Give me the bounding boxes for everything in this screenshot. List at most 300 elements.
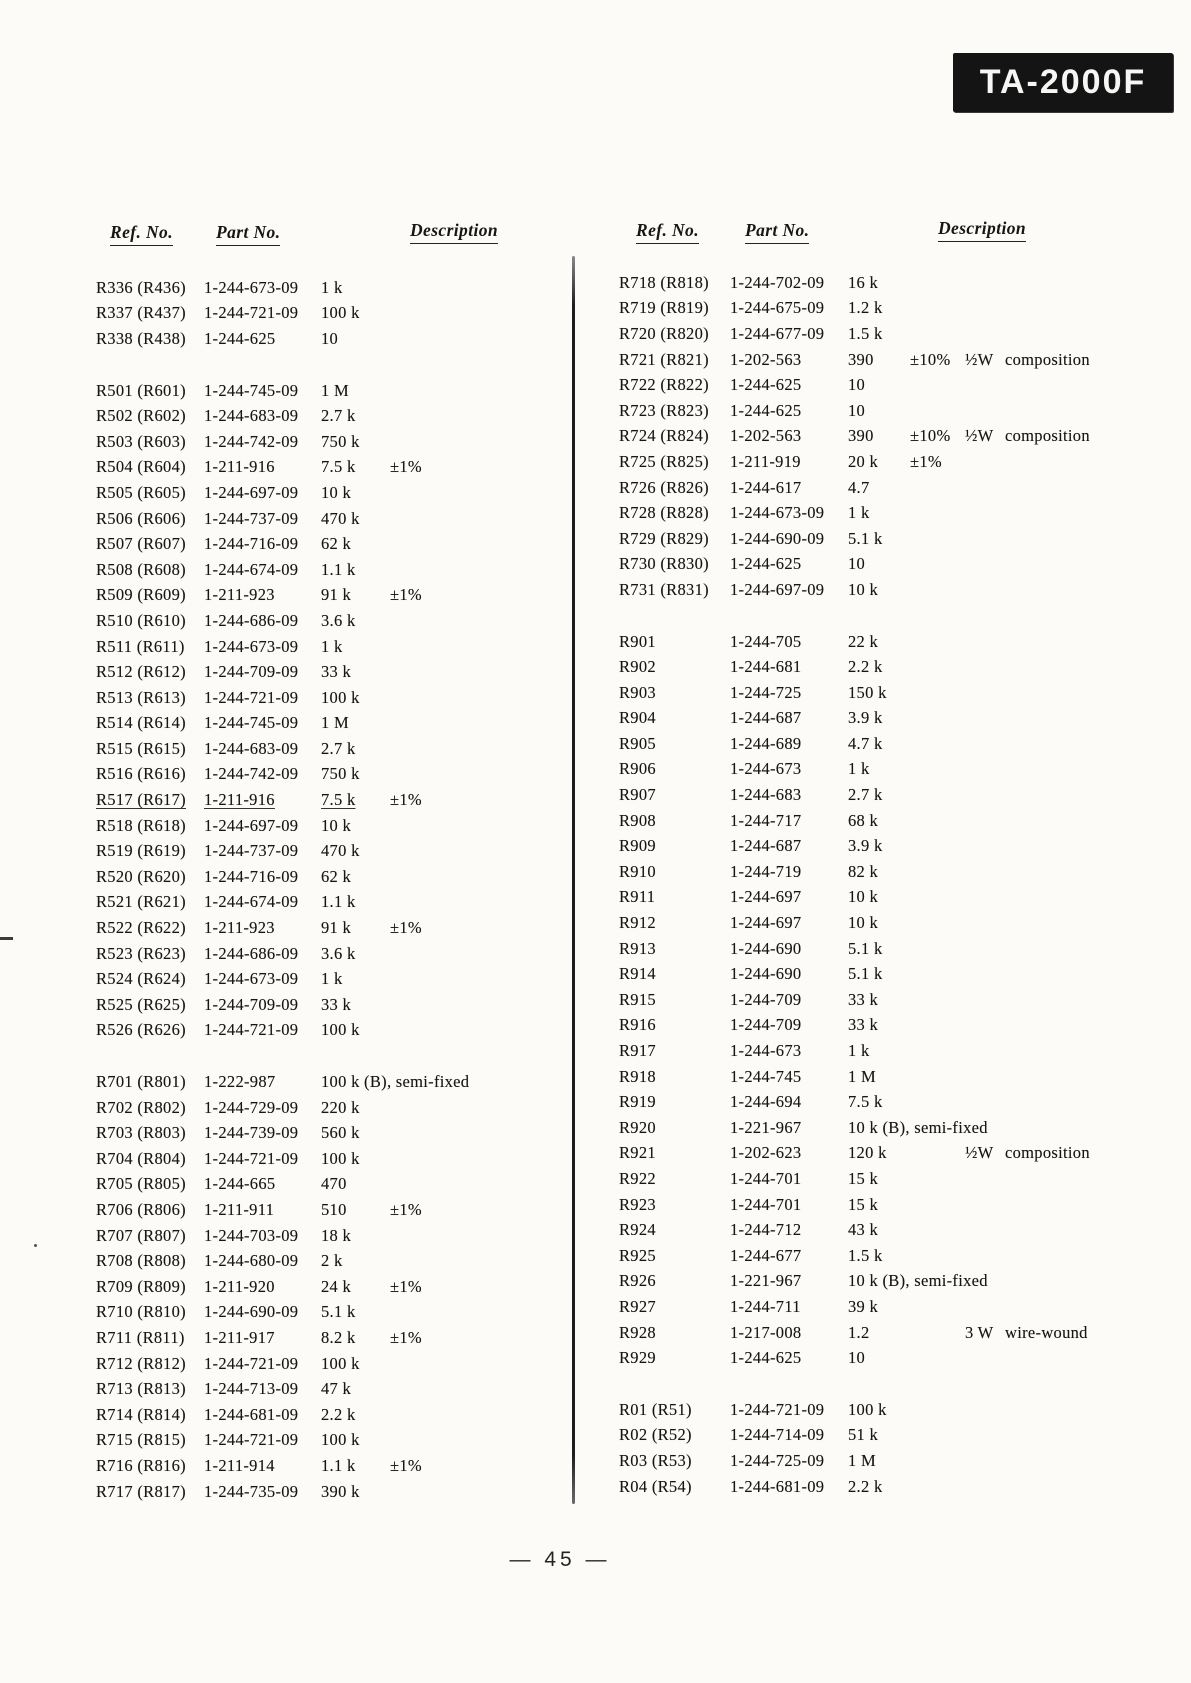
left-ref-no-header: Ref. No. <box>110 222 173 246</box>
value-cell: 2.2 k <box>321 1404 356 1424</box>
group-spacer <box>96 1043 566 1069</box>
value-cell: 100 k <box>321 687 360 707</box>
ref-no-cell: R928 <box>619 1322 656 1342</box>
ref-no-cell: R924 <box>619 1220 656 1240</box>
ref-no-cell: R338 (R438) <box>96 328 186 348</box>
value-cell: 1.1 k <box>321 1455 356 1475</box>
part-no-cell: 1-244-686-09 <box>204 943 299 963</box>
ref-no-cell: R901 <box>619 631 656 651</box>
table-row <box>96 659 566 685</box>
part-no-cell: 1-211-914 <box>204 1455 275 1475</box>
ref-no-cell: R523 (R623) <box>96 943 186 963</box>
table-row <box>96 1479 566 1505</box>
ref-no-cell: R713 (R813) <box>96 1379 186 1399</box>
part-no-cell: 1-244-712 <box>730 1220 802 1240</box>
value-cell: 33 k <box>321 994 352 1014</box>
part-no-cell: 1-244-745-09 <box>204 713 299 733</box>
table-row <box>619 808 1179 834</box>
table-row <box>619 1141 1179 1167</box>
value-cell: 560 k <box>321 1123 360 1143</box>
tolerance-cell: ±1% <box>910 451 942 471</box>
value-cell: 100 k <box>321 1430 360 1450</box>
table-row <box>96 583 566 609</box>
value-cell: 15 k <box>848 1194 879 1214</box>
ref-no-cell: R520 (R620) <box>96 866 186 886</box>
value-cell: 10 k <box>848 913 879 933</box>
ref-no-cell: R706 (R806) <box>96 1199 186 1219</box>
part-no-cell: 1-244-709-09 <box>204 662 299 682</box>
ref-no-cell: R509 (R609) <box>96 585 186 605</box>
value-cell: 2.7 k <box>321 738 356 758</box>
ref-no-cell: R03 (R53) <box>619 1450 692 1470</box>
ref-no-cell: R516 (R616) <box>96 764 186 784</box>
part-no-cell: 1-244-673-09 <box>204 636 299 656</box>
ref-no-cell: R526 (R626) <box>96 1020 186 1040</box>
value-cell: 22 k <box>848 631 879 651</box>
ref-no-cell: R904 <box>619 708 656 728</box>
table-row <box>96 685 566 711</box>
part-no-cell: 1-244-725-09 <box>730 1450 825 1470</box>
ref-no-cell: R702 (R802) <box>96 1097 186 1117</box>
table-row <box>619 961 1179 987</box>
table-row <box>96 1248 566 1274</box>
table-row <box>619 680 1179 706</box>
ref-no-cell: R524 (R624) <box>96 969 186 989</box>
ref-no-cell: R337 (R437) <box>96 303 186 323</box>
ref-no-cell: R512 (R612) <box>96 662 186 682</box>
value-cell: 51 k <box>848 1425 879 1445</box>
value-cell: 16 k <box>848 272 879 292</box>
part-no-cell: 1-244-714-09 <box>730 1425 825 1445</box>
value-cell: 1.1 k <box>321 892 356 912</box>
value-cell: 2 k <box>321 1251 343 1271</box>
value-cell: 10 <box>848 375 866 395</box>
ref-no-cell: R923 <box>619 1194 656 1214</box>
ref-no-cell: R710 (R810) <box>96 1302 186 1322</box>
model-badge <box>953 53 1173 112</box>
part-no-cell: 1-202-563 <box>730 426 802 446</box>
part-no-cell: 1-244-673-09 <box>204 969 299 989</box>
ref-no-cell: R903 <box>619 682 656 702</box>
part-no-cell: 1-244-625 <box>730 554 802 574</box>
part-no-cell: 1-244-665 <box>204 1174 276 1194</box>
part-no-cell: 1-244-625 <box>204 328 276 348</box>
table-row <box>619 1294 1179 1320</box>
table-row <box>619 910 1179 936</box>
ref-no-cell: R716 (R816) <box>96 1455 186 1475</box>
value-cell: 1 k <box>321 969 343 989</box>
part-no-cell: 1-244-739-09 <box>204 1123 299 1143</box>
table-row <box>619 1423 1179 1449</box>
table-row <box>619 1038 1179 1064</box>
part-no-cell: 1-244-717 <box>730 810 802 830</box>
value-cell: 1 k <box>848 759 870 779</box>
ref-no-cell: R718 (R818) <box>619 272 709 292</box>
value-cell: 18 k <box>321 1225 352 1245</box>
part-no-cell: 1-211-911 <box>204 1199 275 1219</box>
ref-no-cell: R336 (R436) <box>96 277 186 297</box>
table-row <box>96 429 566 455</box>
tolerance-cell: ±1% <box>390 918 422 938</box>
table-row <box>96 506 566 532</box>
value-cell: 5.1 k <box>848 964 883 984</box>
ref-no-cell: R519 (R619) <box>96 841 186 861</box>
part-no-cell: 1-211-919 <box>730 451 801 471</box>
table-row <box>619 296 1179 322</box>
part-no-cell: 1-244-687 <box>730 708 802 728</box>
value-cell: 10 <box>321 328 339 348</box>
table-row <box>96 1325 566 1351</box>
part-no-cell: 1-244-729-09 <box>204 1097 299 1117</box>
value-cell: 2.2 k <box>848 1476 883 1496</box>
value-cell: 220 k <box>321 1097 360 1117</box>
value-cell: 43 k <box>848 1220 879 1240</box>
table-row <box>619 449 1179 475</box>
value-cell: 1 k <box>848 1041 870 1061</box>
value-cell: 10 <box>848 400 866 420</box>
ref-no-cell: R508 (R608) <box>96 559 186 579</box>
part-no-cell: 1-244-721-09 <box>730 1399 825 1419</box>
ref-no-cell: R907 <box>619 785 656 805</box>
value-cell: 5.1 k <box>848 528 883 548</box>
value-cell: 750 k <box>321 431 360 451</box>
table-row <box>96 557 566 583</box>
table-row <box>619 398 1179 424</box>
value-cell: 5.1 k <box>321 1302 356 1322</box>
tolerance-cell: ±10% <box>910 426 951 446</box>
part-no-cell: 1-244-674-09 <box>204 892 299 912</box>
ref-no-cell: R518 (R618) <box>96 815 186 835</box>
scan-artifact-dash <box>0 937 13 940</box>
part-no-cell: 1-244-694 <box>730 1092 802 1112</box>
ref-no-cell: R902 <box>619 657 656 677</box>
part-no-cell: 1-244-673-09 <box>204 277 299 297</box>
table-row <box>96 1018 566 1044</box>
part-no-cell: 1-221-967 <box>730 1117 802 1137</box>
value-cell: 1 k <box>321 277 343 297</box>
model-badge-label: TA-2000F <box>979 63 1147 101</box>
right-ref-no-header: Ref. No. <box>636 220 699 244</box>
table-row <box>619 1217 1179 1243</box>
table-row <box>96 966 566 992</box>
part-no-cell: 1-244-690 <box>730 938 802 958</box>
ref-no-cell: R525 (R625) <box>96 994 186 1014</box>
ref-no-cell: R709 (R809) <box>96 1276 186 1296</box>
value-cell: 33 k <box>848 1015 879 1035</box>
value-cell: 3.9 k <box>848 708 883 728</box>
part-no-cell: 1-244-625 <box>730 1348 802 1368</box>
value-cell: 390 k <box>321 1481 360 1501</box>
ref-no-cell: R711 (R811) <box>96 1327 185 1347</box>
table-row <box>619 731 1179 757</box>
part-no-cell: 1-244-697-09 <box>204 482 299 502</box>
part-no-cell: 1-244-735-09 <box>204 1481 299 1501</box>
value-cell: 4.7 k <box>848 733 883 753</box>
table-row <box>619 1089 1179 1115</box>
value-cell: 120 k <box>848 1143 887 1163</box>
table-row <box>619 1397 1179 1423</box>
page-number: — 45 — <box>509 1548 611 1571</box>
table-row <box>96 1069 566 1095</box>
table-row <box>96 1095 566 1121</box>
ref-no-cell: R724 (R824) <box>619 426 709 446</box>
ref-no-cell: R507 (R607) <box>96 534 186 554</box>
part-no-cell: 1-211-917 <box>204 1327 275 1347</box>
wattage-cell: ½W <box>965 426 994 446</box>
part-no-cell: 1-244-737-09 <box>204 508 299 528</box>
table-row <box>619 706 1179 732</box>
table-row <box>619 372 1179 398</box>
value-cell: 10 <box>848 554 866 574</box>
group-spacer <box>96 352 566 378</box>
part-no-cell: 1-244-677 <box>730 1245 802 1265</box>
value-cell: 5.1 k <box>848 938 883 958</box>
value-cell: 82 k <box>848 861 879 881</box>
part-no-cell: 1-244-709 <box>730 989 802 1009</box>
part-no-cell: 1-244-716-09 <box>204 866 299 886</box>
table-row <box>96 736 566 762</box>
value-cell: 15 k <box>848 1168 879 1188</box>
value-cell: 1 M <box>848 1066 876 1086</box>
part-no-cell: 1-244-625 <box>730 400 802 420</box>
wattage-cell: ½W <box>965 349 994 369</box>
table-row <box>96 813 566 839</box>
ref-no-cell: R01 (R51) <box>619 1399 692 1419</box>
ref-no-cell: R715 (R815) <box>96 1430 186 1450</box>
part-no-cell: 1-244-742-09 <box>204 431 299 451</box>
part-no-cell: 1-244-673 <box>730 759 802 779</box>
table-row <box>619 936 1179 962</box>
table-row <box>96 1120 566 1146</box>
part-no-cell: 1-211-923 <box>204 918 275 938</box>
value-cell: 7.5 k <box>321 790 356 810</box>
tolerance-cell: ±1% <box>390 457 422 477</box>
part-no-cell: 1-244-713-09 <box>204 1379 299 1399</box>
value-cell: 510 <box>321 1199 347 1219</box>
value-cell: 62 k <box>321 866 352 886</box>
ref-no-cell: R515 (R615) <box>96 738 186 758</box>
part-no-cell: 1-244-697 <box>730 913 802 933</box>
type-cell: composition <box>1005 1143 1090 1163</box>
part-no-cell: 1-244-737-09 <box>204 841 299 861</box>
ref-no-cell: R916 <box>619 1015 656 1035</box>
part-no-cell: 1-244-709 <box>730 1015 802 1035</box>
tolerance-cell: ±1% <box>390 1199 422 1219</box>
table-row <box>96 890 566 916</box>
part-no-cell: 1-244-745-09 <box>204 380 299 400</box>
ref-no-cell: R925 <box>619 1245 656 1265</box>
value-cell: 10 k (B), semi-fixed <box>848 1117 988 1137</box>
part-no-cell: 1-244-719 <box>730 861 802 881</box>
right-description-header: Description <box>938 218 1026 242</box>
part-no-cell: 1-222-987 <box>204 1072 276 1092</box>
table-row <box>619 1269 1179 1295</box>
table-row <box>96 455 566 481</box>
value-cell: 1.2 <box>848 1322 870 1342</box>
parts-table-left-column <box>96 275 566 1504</box>
part-no-cell: 1-244-721-09 <box>204 1148 299 1168</box>
ref-no-cell: R501 (R601) <box>96 380 186 400</box>
ref-no-cell: R914 <box>619 964 656 984</box>
part-no-cell: 1-244-721-09 <box>204 1430 299 1450</box>
table-row <box>619 1243 1179 1269</box>
ref-no-cell: R726 (R826) <box>619 477 709 497</box>
table-row <box>96 762 566 788</box>
part-no-cell: 1-244-689 <box>730 733 802 753</box>
ref-no-cell: R911 <box>619 887 656 907</box>
ref-no-cell: R703 (R803) <box>96 1123 186 1143</box>
part-no-cell: 1-244-742-09 <box>204 764 299 784</box>
part-no-cell: 1-244-701 <box>730 1194 802 1214</box>
table-row <box>619 424 1179 450</box>
ref-no-cell: R02 (R52) <box>619 1425 692 1445</box>
ref-no-cell: R511 (R611) <box>96 636 185 656</box>
ref-no-cell: R521 (R621) <box>96 892 186 912</box>
value-cell: 10 k <box>848 887 879 907</box>
value-cell: 47 k <box>321 1379 352 1399</box>
table-row <box>619 526 1179 552</box>
table-row <box>96 275 566 301</box>
value-cell: 1 M <box>321 380 349 400</box>
part-no-cell: 1-244-721-09 <box>204 303 299 323</box>
table-row <box>619 1064 1179 1090</box>
value-cell: 7.5 k <box>321 457 356 477</box>
value-cell: 3.6 k <box>321 610 356 630</box>
table-row <box>96 531 566 557</box>
part-no-cell: 1-244-721-09 <box>204 687 299 707</box>
part-no-cell: 1-244-716-09 <box>204 534 299 554</box>
ref-no-cell: R707 (R807) <box>96 1225 186 1245</box>
part-no-cell: 1-244-677-09 <box>730 323 825 343</box>
part-no-cell: 1-244-697 <box>730 887 802 907</box>
type-cell: wire-wound <box>1005 1322 1088 1342</box>
table-row <box>619 1345 1179 1371</box>
table-row <box>96 864 566 890</box>
part-no-cell: 1-244-701 <box>730 1168 802 1188</box>
value-cell: 1 M <box>848 1450 876 1470</box>
value-cell: 390 <box>848 349 874 369</box>
value-cell: 4.7 <box>848 477 870 497</box>
part-no-cell: 1-244-681-09 <box>730 1476 825 1496</box>
table-row <box>96 1172 566 1198</box>
value-cell: 7.5 k <box>848 1092 883 1112</box>
table-row <box>96 403 566 429</box>
table-row <box>96 634 566 660</box>
ref-no-cell: R705 (R805) <box>96 1174 186 1194</box>
ref-no-cell: R921 <box>619 1143 656 1163</box>
value-cell: 100 k <box>848 1399 887 1419</box>
table-row <box>619 475 1179 501</box>
part-no-cell: 1-244-681 <box>730 657 802 677</box>
table-row <box>619 1448 1179 1474</box>
tolerance-cell: ±10% <box>910 349 951 369</box>
ref-no-cell: R909 <box>619 836 656 856</box>
table-row <box>96 1223 566 1249</box>
value-cell: 3.9 k <box>848 836 883 856</box>
value-cell: 91 k <box>321 585 352 605</box>
value-cell: 390 <box>848 426 874 446</box>
value-cell: 100 k <box>321 1148 360 1168</box>
tolerance-cell: ±1% <box>390 1327 422 1347</box>
part-no-cell: 1-244-711 <box>730 1296 801 1316</box>
tolerance-cell: ±1% <box>390 1455 422 1475</box>
part-no-cell: 1-221-967 <box>730 1271 802 1291</box>
table-row <box>619 321 1179 347</box>
ref-no-cell: R517 (R617) <box>96 790 186 810</box>
page-fold-line <box>572 256 575 1504</box>
part-no-cell: 1-244-683 <box>730 785 802 805</box>
value-cell: 150 k <box>848 682 887 702</box>
ref-no-cell: R905 <box>619 733 656 753</box>
part-no-cell: 1-244-697-09 <box>730 579 825 599</box>
scan-artifact-dot <box>34 1244 37 1247</box>
value-cell: 1 k <box>321 636 343 656</box>
value-cell: 100 k <box>321 1353 360 1373</box>
value-cell: 39 k <box>848 1296 879 1316</box>
value-cell: 100 k <box>321 303 360 323</box>
parts-group <box>96 378 566 1043</box>
value-cell: 1.1 k <box>321 559 356 579</box>
ref-no-cell: R505 (R605) <box>96 482 186 502</box>
ref-no-cell: R917 <box>619 1041 656 1061</box>
parts-group <box>619 270 1179 603</box>
value-cell: 100 k (B), semi-fixed <box>321 1072 470 1092</box>
parts-group <box>96 275 566 352</box>
table-row <box>96 941 566 967</box>
parts-group <box>619 1397 1179 1499</box>
ref-no-cell: R720 (R820) <box>619 323 709 343</box>
wattage-cell: 3 W <box>965 1322 994 1342</box>
value-cell: 33 k <box>321 662 352 682</box>
ref-no-cell: R504 (R604) <box>96 457 186 477</box>
part-no-cell: 1-244-725 <box>730 682 802 702</box>
ref-no-cell: R908 <box>619 810 656 830</box>
type-cell: composition <box>1005 426 1090 446</box>
ref-no-cell: R717 (R817) <box>96 1481 186 1501</box>
table-row <box>96 1197 566 1223</box>
tolerance-cell: ±1% <box>390 1276 422 1296</box>
parts-table-right-column <box>619 270 1179 1499</box>
parts-group <box>619 629 1179 1371</box>
table-row <box>619 757 1179 783</box>
value-cell: 10 k <box>848 579 879 599</box>
ref-no-cell: R719 (R819) <box>619 298 709 318</box>
table-row <box>619 1320 1179 1346</box>
value-cell: 3.6 k <box>321 943 356 963</box>
part-no-cell: 1-244-683-09 <box>204 406 299 426</box>
table-row <box>96 326 566 352</box>
table-row <box>96 480 566 506</box>
ref-no-cell: R912 <box>619 913 656 933</box>
value-cell: 20 k <box>848 451 879 471</box>
table-row <box>96 301 566 327</box>
left-description-header: Description <box>410 220 498 244</box>
ref-no-cell: R729 (R829) <box>619 528 709 548</box>
table-row <box>96 992 566 1018</box>
value-cell: 68 k <box>848 810 879 830</box>
part-no-cell: 1-211-916 <box>204 457 275 477</box>
value-cell: 62 k <box>321 534 352 554</box>
table-row <box>96 1274 566 1300</box>
part-no-cell: 1-211-916 <box>204 790 275 810</box>
value-cell: 750 k <box>321 764 360 784</box>
ref-no-cell: R730 (R830) <box>619 554 709 574</box>
table-row <box>96 787 566 813</box>
value-cell: 91 k <box>321 918 352 938</box>
value-cell: 8.2 k <box>321 1327 356 1347</box>
type-cell: composition <box>1005 349 1090 369</box>
ref-no-cell: R906 <box>619 759 656 779</box>
